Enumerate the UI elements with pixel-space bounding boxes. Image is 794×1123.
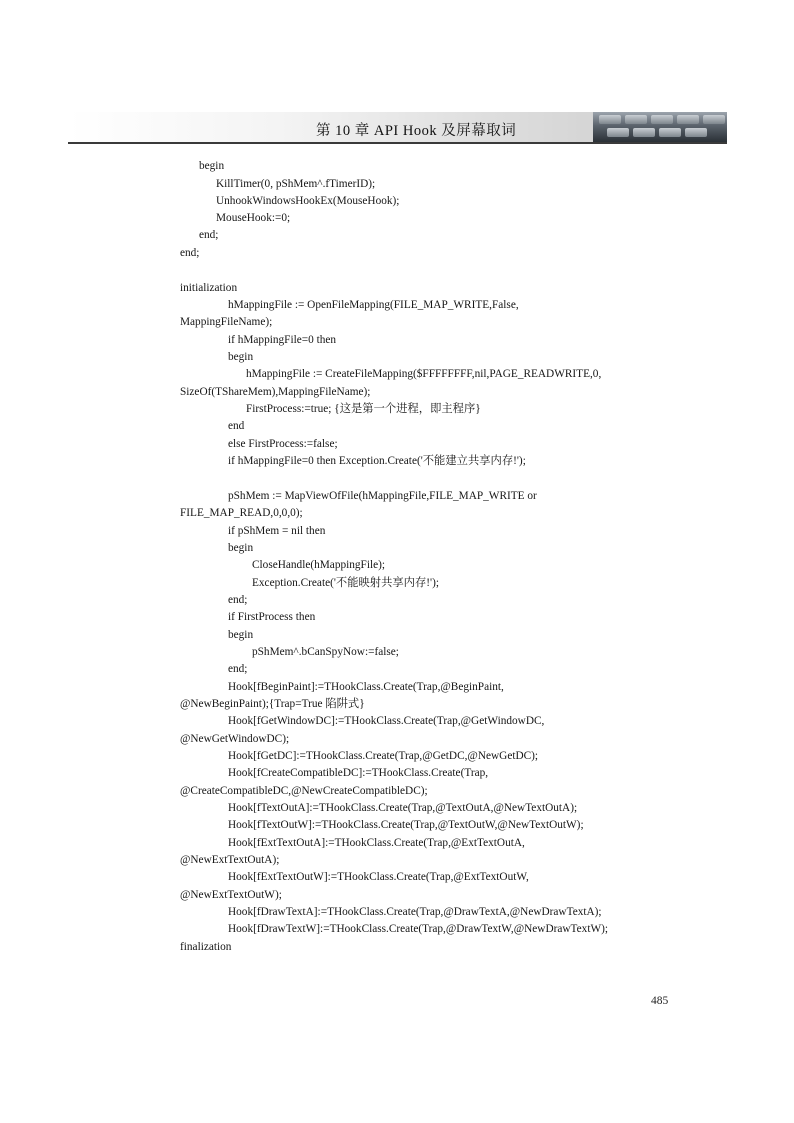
- code-line: Hook[fGetWindowDC]:=THookClass.Create(Trap,@GetWindowDC,: [228, 715, 545, 727]
- code-line: MappingFileName);: [180, 316, 273, 328]
- code-line: end: [228, 420, 245, 432]
- code-line: pShMem := MapViewOfFile(hMappingFile,FILE_MAP_WRITE or: [228, 490, 537, 502]
- code-line: Hook[fCreateCompatibleDC]:=THookClass.Create(Trap,: [228, 767, 489, 779]
- code-line: begin: [228, 629, 254, 641]
- code-line: begin: [228, 542, 254, 554]
- code-line: Hook[fTextOutW]:=THookClass.Create(Trap,@TextOutW,@NewTextOutW);: [228, 819, 584, 831]
- code-line: Hook[fDrawTextW]:=THookClass.Create(Trap,@DrawTextW,@NewDrawTextW);: [228, 923, 609, 935]
- code-line: initialization: [180, 282, 238, 294]
- code-line: MouseHook:=0;: [216, 212, 291, 224]
- code-line: Hook[fBeginPaint]:=THookClass.Create(Trap,@BeginPaint,: [228, 681, 504, 693]
- code-line: begin: [228, 351, 254, 363]
- code-line: FirstProcess:=true; {这是第一个进程，即主程序}: [246, 403, 481, 415]
- code-line: begin: [199, 160, 225, 172]
- code-line: if pShMem = nil then: [228, 525, 326, 537]
- code-line: Hook[fDrawTextA]:=THookClass.Create(Trap,@DrawTextA,@NewDrawTextA);: [228, 906, 602, 918]
- code-line: Hook[fExtTextOutW]:=THookClass.Create(Trap,@ExtTextOutW,: [228, 871, 529, 883]
- code-line: Exception.Create('不能映射共享内存!');: [252, 577, 439, 589]
- code-line: @CreateCompatibleDC,@NewCreateCompatibleDC);: [180, 785, 428, 797]
- code-line: Hook[fTextOutA]:=THookClass.Create(Trap,@TextOutA,@NewTextOutA);: [228, 802, 578, 814]
- code-line: finalization: [180, 941, 232, 953]
- code-line: pShMem^.bCanSpyNow:=false;: [252, 646, 399, 658]
- code-line: FILE_MAP_READ,0,0,0);: [180, 507, 303, 519]
- code-line: end;: [199, 229, 219, 241]
- code-line: end;: [228, 594, 248, 606]
- code-line: end;: [228, 663, 248, 675]
- code-line: end;: [180, 247, 200, 259]
- code-line: @NewGetWindowDC);: [180, 733, 290, 745]
- code-line: @NewBeginPaint);{Trap=True 陷阱式}: [180, 698, 365, 710]
- chapter-title: 第 10 章 API Hook 及屏幕取词: [316, 123, 517, 139]
- code-line: CloseHandle(hMappingFile);: [252, 559, 386, 571]
- code-line: if hMappingFile=0 then: [228, 334, 337, 346]
- code-line: @NewExtTextOutA);: [180, 854, 280, 866]
- code-line: SizeOf(TShareMem),MappingFileName);: [180, 386, 371, 398]
- code-line: Hook[fExtTextOutA]:=THookClass.Create(Trap,@ExtTextOutA,: [228, 837, 525, 849]
- code-line: KillTimer(0, pShMem^.fTimerID);: [216, 178, 376, 190]
- code-line: if FirstProcess then: [228, 611, 316, 623]
- code-line: @NewExtTextOutW);: [180, 889, 282, 901]
- code-line: hMappingFile := OpenFileMapping(FILE_MAP_WRITE,False,: [228, 299, 519, 311]
- code-line: UnhookWindowsHookEx(MouseHook);: [216, 195, 400, 207]
- code-line: if hMappingFile=0 then Exception.Create('不能建立共享内存!');: [228, 455, 526, 467]
- page-number: 485: [651, 995, 669, 1007]
- code-line: Hook[fGetDC]:=THookClass.Create(Trap,@GetDC,@NewGetDC);: [228, 750, 539, 762]
- code-line: hMappingFile := CreateFileMapping($FFFFFFFF,nil,PAGE_READWRITE,0,: [246, 368, 602, 380]
- code-line: else FirstProcess:=false;: [228, 438, 338, 450]
